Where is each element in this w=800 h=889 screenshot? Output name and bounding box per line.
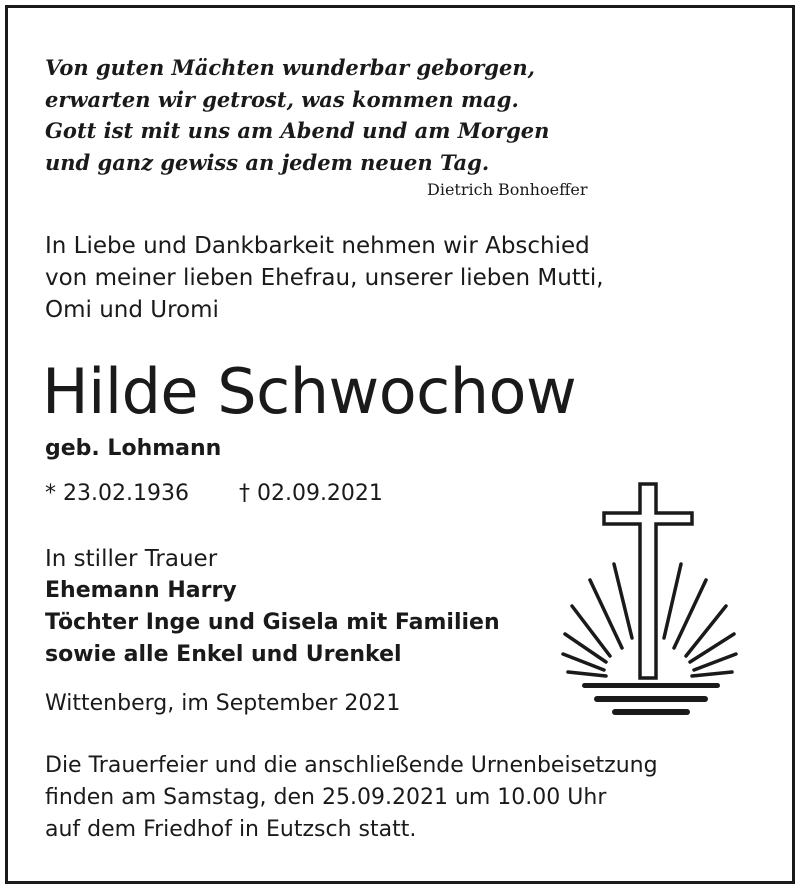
poem-line: erwarten wir getrost, was kommen mag.: [45, 86, 519, 112]
mourner-line: Töchter Inge und Gisela mit Familien: [45, 610, 500, 635]
intro-line: Omi und Uromi: [45, 297, 219, 323]
poem-line: Von guten Mächten wunderbar geborgen,: [45, 55, 535, 80]
intro-line: von meiner lieben Ehefrau, unserer lieben Mutti,: [45, 265, 604, 291]
deceased-name: Hilde Schwochow: [42, 355, 577, 428]
mourners: [45, 543, 500, 671]
intro-text: [45, 230, 604, 326]
maiden-name: geb. Lohmann: [45, 436, 222, 461]
service-info: [45, 750, 658, 846]
mourners-heading: In stiller Trauer: [45, 546, 218, 572]
mourner-line: sowie alle Enkel und Urenkel: [45, 642, 402, 667]
place-date: Wittenberg, im September 2021: [45, 691, 401, 716]
service-line: finden am Samstag, den 25.09.2021 um 10.00 Uhr: [45, 785, 607, 810]
life-dates: [45, 481, 383, 506]
service-line: auf dem Friedhof in Eutzsch statt.: [45, 817, 417, 842]
cross-sunrise-water-icon: [560, 478, 740, 723]
poem-line: Gott ist mit uns am Abend und am Morgen: [45, 118, 550, 143]
service-line: Die Trauerfeier und die anschließende Urnenbeisetzung: [45, 753, 658, 778]
birth-date: * 23.02.1936: [45, 481, 189, 506]
poem-line: und ganz gewiss an jedem neuen Tag.: [45, 149, 490, 175]
intro-line: In Liebe und Dankbarkeit nehmen wir Abschied: [45, 233, 590, 259]
mourner-line: Ehemann Harry: [45, 578, 237, 603]
poem: [45, 52, 549, 178]
death-date: † 02.09.2021: [238, 481, 383, 506]
poem-author: Dietrich Bonhoeffer: [427, 180, 588, 199]
